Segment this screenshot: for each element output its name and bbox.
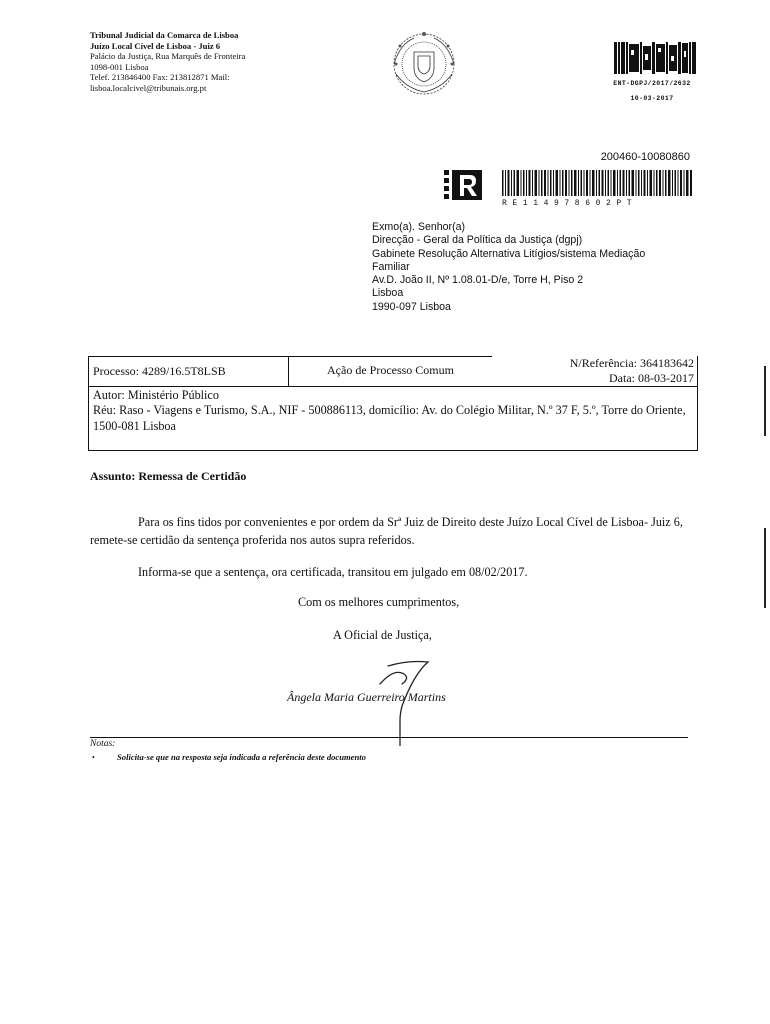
court-section: Juízo Local Cível de Lisboa - Juiz 6: [90, 40, 221, 51]
registration-code: RE114978602PT: [502, 199, 638, 208]
entry-barcode-icon: [614, 42, 696, 74]
notes-item: Solicita-se que na resposta seja indicada a referência deste documento: [117, 752, 366, 762]
registered-mail-icon: [444, 170, 482, 200]
court-postcode: 1098-001 Lisboa: [90, 61, 149, 72]
subject-line: Assunto: Remessa de Certidão: [90, 469, 247, 483]
reference-box-top-border: [88, 356, 492, 357]
process-number: Processo: 4289/16.5T8LSB: [93, 364, 226, 378]
plaintiff: Autor: Ministério Público: [93, 388, 219, 402]
court-email: lisboa.localcivel@tribunais.org.pt: [90, 82, 207, 93]
notes-title: Notas:: [90, 739, 116, 749]
notes-bullet: •: [92, 753, 95, 762]
closing-salutation: Com os melhores cumprimentos,: [298, 595, 460, 609]
document-date: Data: 08-03-2017: [609, 371, 694, 385]
reference-box-divider: [288, 356, 289, 386]
notes-divider: [90, 737, 688, 738]
registration-number: 200460-10080860: [600, 151, 690, 163]
court-address: Palácio da Justiça, Rua Marquês de Fronteira: [90, 51, 246, 62]
addressee-city: Lisboa: [372, 287, 404, 300]
signatory-name: Ângela Maria Guerreiro Martins: [287, 690, 446, 704]
addressee-salutation: Exmo(a). Senhor(a): [372, 221, 466, 233]
reference-meta: [480, 356, 694, 386]
court-header: [90, 30, 245, 94]
action-type: Ação de Processo Comum: [327, 363, 454, 377]
defendant: Réu: Raso - Viagens e Turismo, S.A., NIF - 500886113, domicílio: Av. do Colégio Militar, N.º 37 F, 5.º, Torre do Oriente, 1500-081 Lisboa: [93, 403, 686, 433]
court-contacts: Telef. 213846400 Fax: 213812871 Mail:: [90, 72, 230, 83]
signatory-role: A Oficial de Justiça,: [333, 628, 432, 642]
addressee-postcode: 1990-097 Lisboa: [372, 300, 451, 313]
registration-barcode-icon: [502, 170, 692, 196]
parties-text: [93, 388, 695, 434]
body-paragraph-1: Para os fins tidos por convenientes e por ordem da Srª Juiz de Direito deste Juízo Local Cível de Lisboa- Juiz 6, remete-se certidão da sentença proferida nos autos supra referidos.: [90, 515, 683, 547]
addressee-block: [372, 221, 645, 314]
body-paragraph-2: Informa-se que a sentença, ora certificada, transitou em julgado em 08/02/2017.: [138, 565, 528, 579]
our-reference: N/Referência: 364183642: [569, 356, 694, 370]
scan-edge-mark: [764, 366, 766, 436]
addressee-organization: Direcção - Geral da Política da Justiça (dgpj): [372, 234, 583, 247]
addressee-department-cont: Familiar: [372, 260, 410, 273]
entry-number: ENT-DGPJ/2017/2632: [613, 80, 691, 87]
entry-date: 10-03-2017: [630, 95, 674, 102]
addressee-street: Av.D. João II, Nº 1.08.01-D/e, Torre H, Piso 2: [372, 274, 584, 287]
court-name: Tribunal Judicial da Comarca de Lisboa: [90, 30, 239, 40]
coat-of-arms-icon: [386, 26, 462, 102]
scan-edge-mark: [764, 528, 766, 608]
addressee-department: Gabinete Resolução Alternativa Litígios/sistema Mediação: [372, 247, 646, 260]
